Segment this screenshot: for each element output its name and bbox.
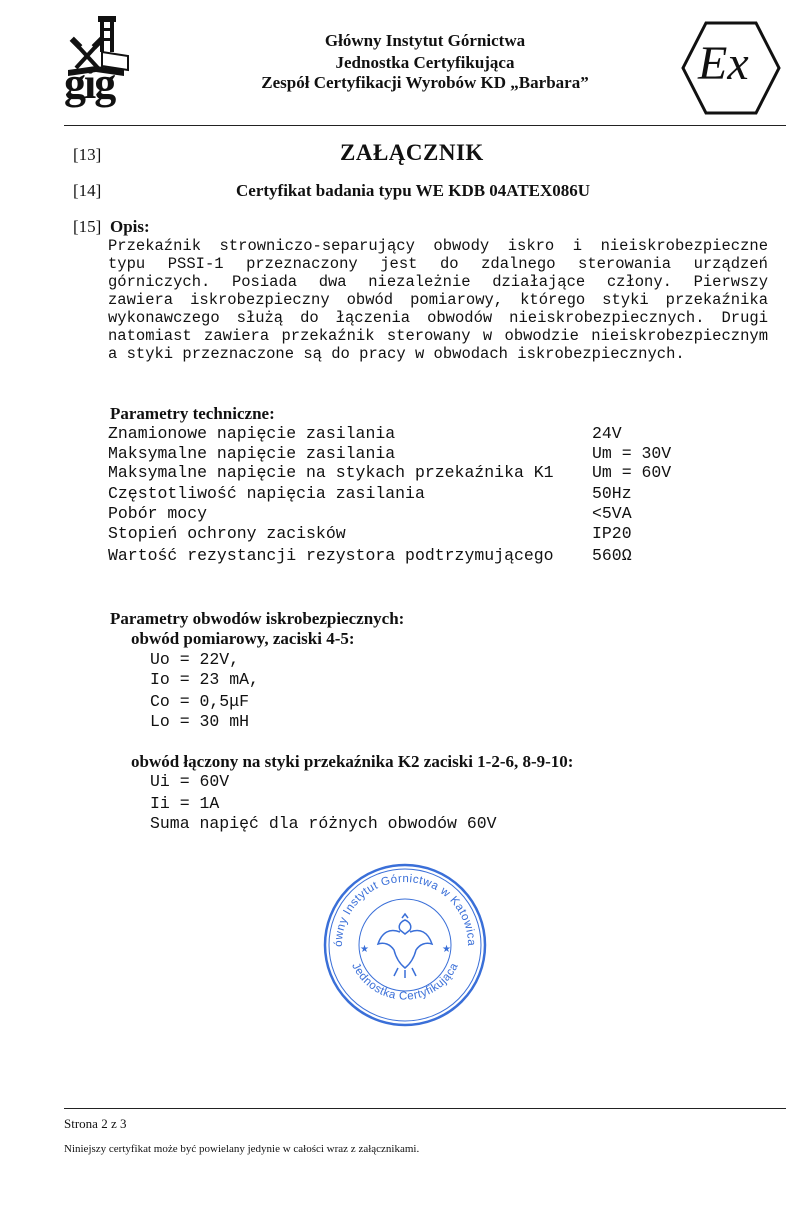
tech-row [108, 546, 554, 566]
marker-13: [13] [73, 145, 102, 164]
tech-row-value: IP20 [592, 524, 632, 543]
institute-line-3: Zespół Certyfikacji Wyrobów KD „Barbara” [261, 73, 589, 92]
stamp-text-bottom: Jednostka Certyfikująca [349, 960, 461, 1003]
gig-logo-text: gig [64, 59, 115, 108]
svg-text:Główny Instytut Górnictwa w Ka [320, 860, 477, 947]
tech-row-label: Maksymalne napięcie na stykach przekaźnika K1 [108, 463, 554, 482]
certificate-subtitle: Certyfikat badania typu WE KDB 04ATEX086U [236, 181, 591, 200]
tech-row-value: <5VA [592, 504, 632, 523]
svg-text:★: ★ [360, 944, 369, 955]
circuit1-line: Io = 23 mA, [150, 670, 259, 689]
marker-15: [15] [73, 217, 102, 236]
circuit2-line: Ui = 60V [150, 772, 230, 791]
header-divider [64, 125, 786, 126]
svg-text:★: ★ [442, 944, 451, 955]
page-number: Strona 2 z 3 [64, 1116, 127, 1131]
circuit2-line: Suma napięć dla różnych obwodów 60V [150, 814, 497, 833]
tech-row-value: 560Ω [592, 546, 632, 565]
footer-divider [64, 1108, 786, 1109]
opis-text: Przekaźnik strowniczo-separujący obwody iskro i nieiskrobezpieczne typu PSSI-1 przeznaczony jest do zdalnego sterowania urządzeń górniczych. Posiada dwa niezależnie działające człony. Pierwszy zawiera iskrobezpieczny obwód pomiarowy, którego styki przekaźnika wykonawczego służą do łączenia obwodów nieiskrobezpiecznych. Drugi natomiast zawiera przekaźnik sterowany w obwodzie nieiskrobezpiecznym a styki przeznaczone są do pracy w obwodach iskrobezpiecznych. [108, 237, 768, 363]
footer-note: Niniejszy certyfikat może być powielany jedynie w całości wraz z załącznikami. [64, 1143, 420, 1155]
tech-row-value: 24V [592, 424, 622, 443]
tech-row-label: Maksymalne napięcie zasilania [108, 444, 396, 463]
tech-row [108, 524, 346, 544]
circuit1-heading: obwód pomiarowy, zaciski 4-5: [131, 629, 355, 648]
official-stamp [320, 860, 490, 1030]
tech-row-label: Znamionowe napięcie zasilania [108, 424, 396, 443]
tech-heading: Parametry techniczne: [110, 404, 275, 423]
stamp-text-top: ówny Instytut Górnictwa w Katowica [332, 872, 478, 947]
page-title: ZAŁĄCZNIK [340, 140, 484, 165]
tech-row [108, 424, 395, 444]
tech-row-label: Pobór mocy [108, 504, 208, 523]
tech-row-value: Um = 30V [592, 444, 672, 463]
tech-row-value: Um = 60V [592, 463, 672, 482]
circuit1-line: Co = 0,5μF [150, 692, 250, 711]
tech-row-value: 50Hz [592, 484, 632, 503]
tech-row [108, 463, 554, 483]
circuit2-heading: obwód łączony na styki przekaźnika K2 zaciski 1-2-6, 8-9-10: [131, 752, 574, 771]
tech-row-label: Częstotliwość napięcia zasilania [108, 484, 425, 503]
tech-row [108, 484, 425, 504]
circuit2-line: Ii = 1A [150, 794, 220, 813]
intrinsic-heading: Parametry obwodów iskrobezpiecznych: [110, 609, 405, 628]
tech-row-label: Wartość rezystancji rezystora podtrzymującego [108, 546, 554, 565]
opis-heading: Opis: [110, 217, 150, 236]
institute-line-2: Jednostka Certyfikująca [335, 53, 515, 72]
tech-row [108, 504, 207, 524]
eagle-icon [378, 914, 432, 978]
ex-mark-text: Ex [698, 37, 749, 90]
circuit1-line: Uo = 22V, [150, 650, 240, 669]
institute-line-1: Główny Instytut Górnictwa [324, 31, 526, 50]
tech-row [108, 444, 395, 464]
tech-row-label: Stopień ochrony zacisków [108, 524, 346, 543]
circuit1-line: Lo = 30 mH [150, 712, 250, 731]
marker-14: [14] [73, 181, 102, 200]
